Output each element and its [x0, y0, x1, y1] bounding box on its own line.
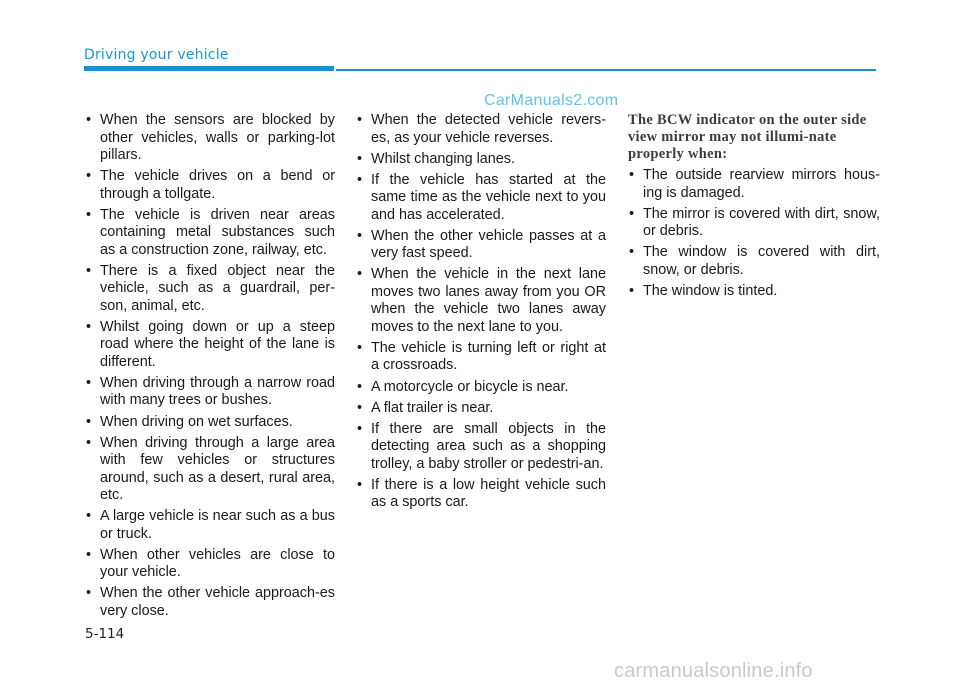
column-3 — [628, 112, 880, 304]
list-item: • If the vehicle has started at the same time as the vehicle next to you and has accelerated. — [356, 172, 606, 225]
header-rule-thin — [336, 69, 876, 71]
list-item: • Whilst going down or up a steep road where the height of the lane is different. — [85, 319, 335, 372]
list-item: • A flat trailer is near. — [356, 400, 606, 418]
list-item: • When the sensors are blocked by other vehicles, walls or parking-lot pillars. — [85, 112, 335, 165]
list-item: • The vehicle is driven near areas containing metal substances such as a construction zone, railway, etc. — [85, 207, 335, 260]
list-item: • Whilst changing lanes. — [356, 151, 606, 169]
list-item: • The window is covered with dirt, snow, or debris. — [628, 244, 880, 279]
section-title: Driving your vehicle — [84, 47, 229, 63]
list-item: • When the other vehicle passes at a very fast speed. — [356, 228, 606, 263]
list-item: • If there is a low height vehicle such as a sports car. — [356, 477, 606, 512]
column-2-list — [356, 112, 606, 512]
list-item: • A large vehicle is near such as a bus or truck. — [85, 508, 335, 543]
watermark-top: CarManuals2.com — [484, 92, 619, 109]
list-item: • When other vehicles are close to your vehicle. — [85, 547, 335, 582]
column-1 — [85, 112, 335, 624]
column-1-list — [85, 112, 335, 620]
list-item: • If there are small objects in the detecting area such as a shopping trolley, a baby stroller or pedestri-an. — [356, 421, 606, 474]
watermark-bottom: carmanualsonline.info — [614, 660, 813, 682]
column-3-list — [628, 167, 880, 300]
list-item: • The vehicle is turning left or right at a crossroads. — [356, 340, 606, 375]
column-2 — [356, 112, 606, 515]
list-item: • When driving through a narrow road with many trees or bushes. — [85, 375, 335, 410]
list-item: • When the detected vehicle revers-es, as your vehicle reverses. — [356, 112, 606, 147]
list-item: • When the other vehicle approach-es very close. — [85, 585, 335, 620]
page-number: 5-114 — [85, 626, 125, 642]
list-item: • When driving on wet surfaces. — [85, 414, 335, 432]
list-item: • There is a fixed object near the vehicle, such as a guardrail, per-son, animal, etc. — [85, 263, 335, 316]
list-item: • When the vehicle in the next lane moves two lanes away from you OR when the vehicle two lanes away moves to the next lane to you. — [356, 266, 606, 336]
list-item: • The outside rearview mirrors hous-ing is damaged. — [628, 167, 880, 202]
subheading: The BCW indicator on the outer side view mirror may not illumi-nate properly when: — [628, 112, 867, 162]
list-item: • The window is tinted. — [628, 283, 880, 301]
list-item: • The mirror is covered with dirt, snow, or debris. — [628, 206, 880, 241]
list-item: • The vehicle drives on a bend or through a tollgate. — [85, 168, 335, 203]
list-item: • A motorcycle or bicycle is near. — [356, 379, 606, 397]
header-rule-thick — [84, 66, 334, 71]
list-item: • When driving through a large area with few vehicles or structures around, such as a desert, rural area, etc. — [85, 435, 335, 505]
